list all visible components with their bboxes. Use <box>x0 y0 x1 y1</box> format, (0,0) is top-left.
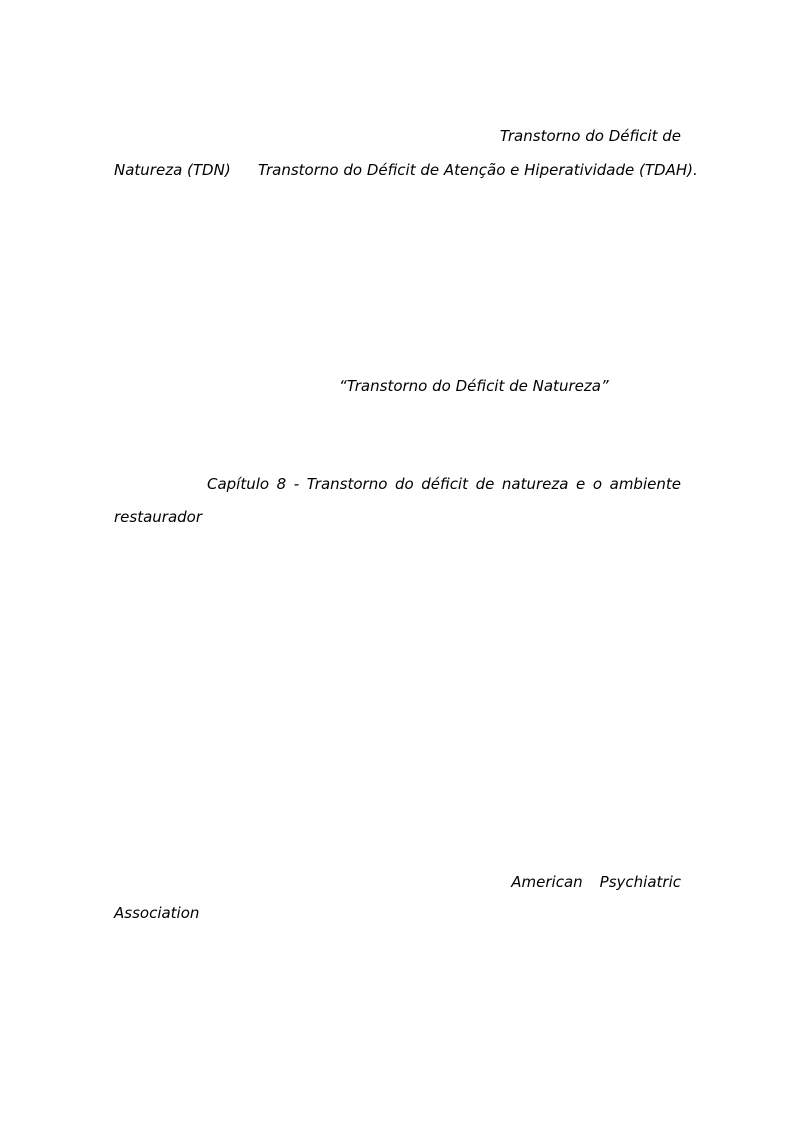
text-tdah: Transtorno do Déficit de Atenção e Hiperatividade (TDAH). <box>258 161 698 179</box>
chapter-word: natureza <box>501 475 569 493</box>
chapter-word: de <box>475 475 495 493</box>
chapter-word: déficit <box>421 475 468 493</box>
chapter-line <box>207 474 681 494</box>
chapter-word: ambiente <box>609 475 681 493</box>
apa-word: American <box>511 873 583 891</box>
chapter-word: 8 <box>276 475 287 493</box>
chapter-continuation: restaurador <box>114 508 203 526</box>
apa-word: Psychiatric <box>599 873 681 891</box>
quote-line: “Transtorno do Déficit de Natureza” <box>339 377 609 395</box>
chapter-word: Transtorno <box>306 475 388 493</box>
chapter-word: do <box>394 475 414 493</box>
chapter-word: Capítulo <box>207 475 270 493</box>
chapter-word: e <box>576 475 586 493</box>
chapter-word: - <box>293 475 300 493</box>
apa-line <box>511 872 681 892</box>
chapter-word: o <box>592 475 603 493</box>
text-line-transtorno: Transtorno do Déficit de <box>499 127 681 145</box>
apa-continuation: Association <box>114 904 200 922</box>
text-natureza-tdn: Natureza (TDN) <box>114 161 231 179</box>
